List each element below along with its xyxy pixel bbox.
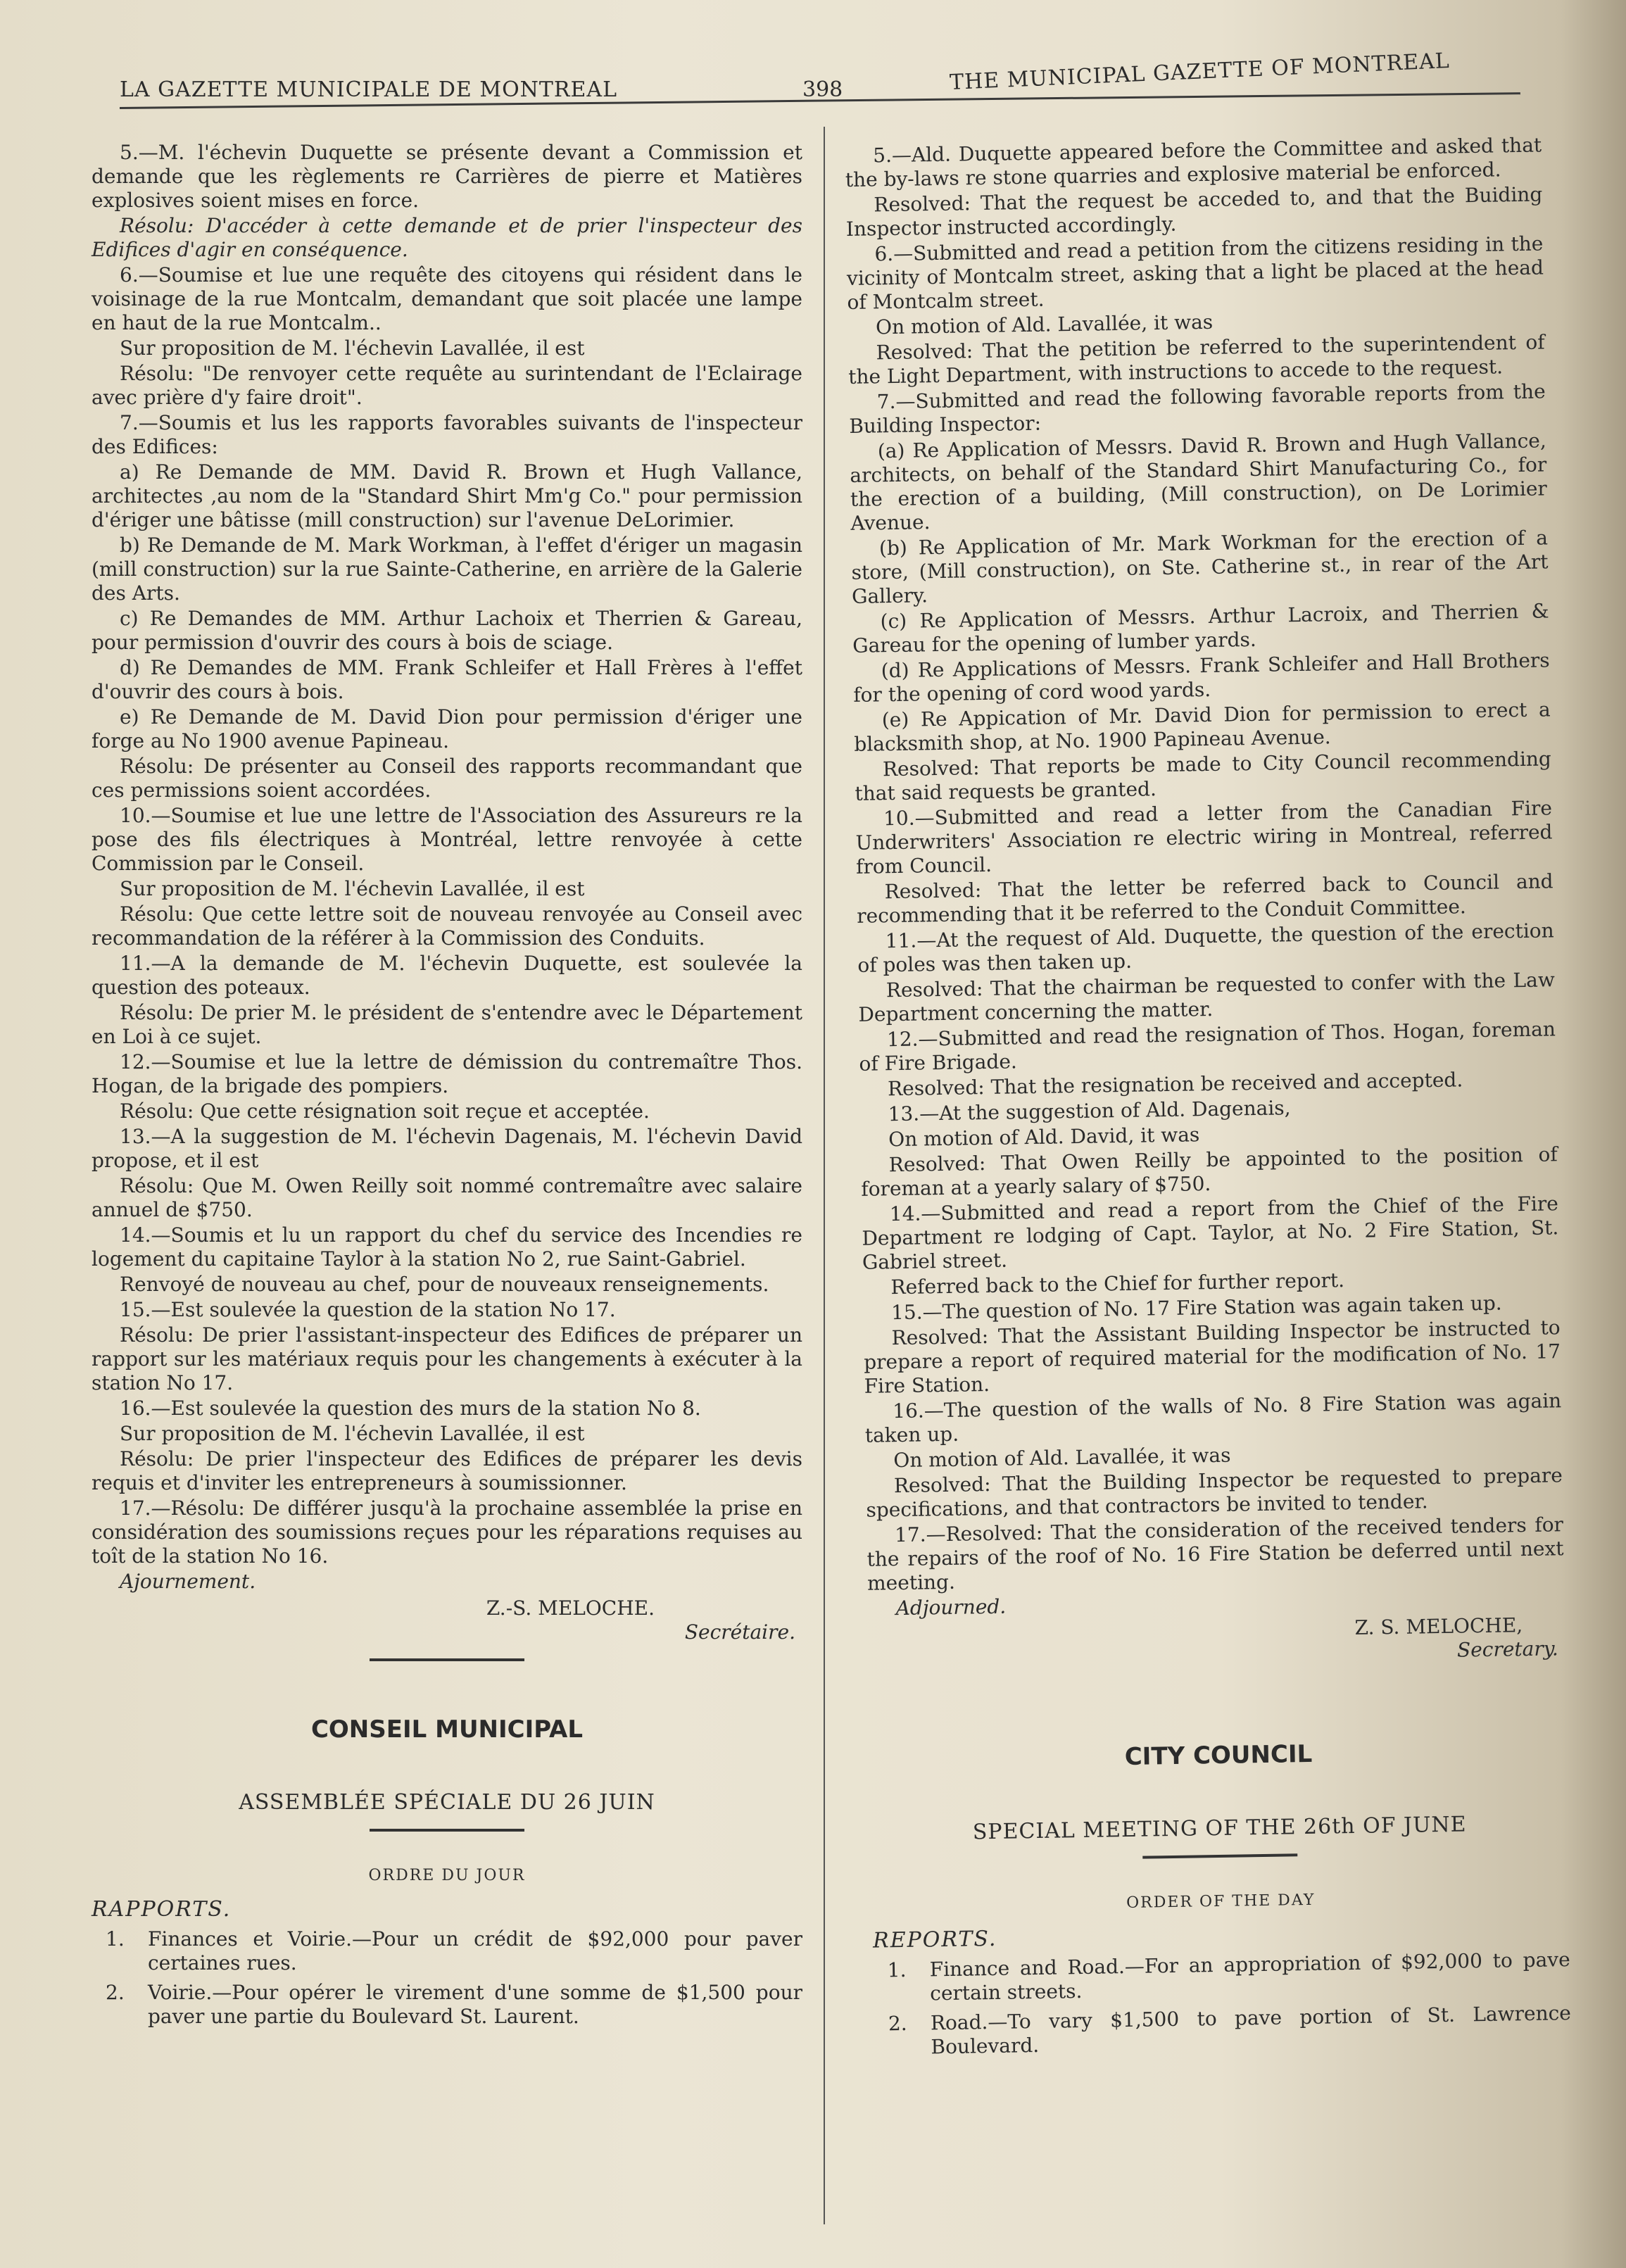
- paragraph: Resolved: That the petition be referred to the superintendent of the Light Department, with instructions to accede to the request.: [847, 330, 1545, 389]
- section-divider: [370, 1658, 524, 1661]
- paragraph: 13.—At the suggestion of Ald. Dagenais,: [888, 1096, 1291, 1126]
- paragraph: 11.—At the request of Ald. Duquette, the question of the erection of poles was then taken up.: [857, 919, 1554, 977]
- signature-name: Z.-S. MELOCHE.: [486, 1596, 655, 1620]
- header-english-title: THE MUNICIPAL GAZETTE OF MONTREAL: [949, 49, 1451, 95]
- paragraph: (d) Re Applications of Messrs. Frank Schleifer and Hall Brothers for the opening of cord wood yards.: [853, 648, 1550, 707]
- signature-title: Secrétaire.: [684, 1620, 795, 1644]
- paragraph: Résolu: Que cette résignation soit reçue et acceptée.: [120, 1100, 650, 1123]
- paragraph: 10.—Submitted and read a letter from the Canadian Fire Underwriters' Association re electric wiring in Montreal, referred from Council.: [855, 796, 1553, 878]
- agenda-item: [873, 1948, 1570, 2007]
- paragraph: 5.—M. l'échevin Duquette se présente devant a Commission et demande que les règlements re Carrières de pierre et Matières explosives soient mises en force.: [92, 141, 802, 212]
- paragraph: On motion of Ald. Lavallée, it was: [893, 1443, 1231, 1473]
- paragraph: 14.—Submitted and read a report from the Chief of the Fire Department re lodging of Capt. Taylor, at No. 2 Fire Station, St. Gabriel street.: [862, 1192, 1559, 1274]
- paragraph: Resolved: That the chairman be requested to confer with the Law Department concerning the matter.: [858, 968, 1556, 1026]
- paragraph: 12.—Soumise et lue la lettre de démission du contremaître Thos. Hogan, de la brigade des pompiers.: [92, 1050, 802, 1097]
- page-number: 398: [802, 77, 843, 102]
- paragraph: Sur proposition de M. l'échevin Lavallée, il est: [120, 1422, 585, 1445]
- paragraph: Resolved: That Owen Reilly be appointed to the position of foreman at a yearly salary of $750.: [861, 1142, 1558, 1201]
- paragraph: 7.—Submitted and read the following favorable reports from the Building Inspector:: [849, 379, 1546, 438]
- paragraph: 10.—Soumise et lue une lettre de l'Association des Assureurs re la pose des fils électriques à Montréal, lettre renvoyée à cette Commission par le Conseil.: [92, 804, 802, 875]
- paragraph: 16.—The question of the walls of No. 8 Fire Station was again taken up.: [864, 1389, 1562, 1447]
- paragraph: 7.—Soumis et lus les rapports favorables suivants de l'inspecteur des Edifices:: [92, 411, 802, 458]
- paragraph: 6.—Soumise et lue une requête des citoyens qui résident dans le voisinage de la rue Montcalm, demandant que soit placée une lampe en haut de la rue Montcalm..: [92, 263, 802, 334]
- agenda-item-text: Finance and Road.—For an appropriation of $92,000 to pave certain streets.: [929, 1948, 1570, 2005]
- paragraph: 6.—Submitted and read a petition from the citizens residing in the vicinity of Montcalm street, asking that a light be placed at the head of Montcalm street.: [846, 232, 1544, 314]
- signature-name: Z. S. MELOCHE,: [1354, 1613, 1523, 1639]
- paragraph: e) Re Demande de M. David Dion pour permission d'ériger une forge au No 1900 avenue Papineau.: [92, 705, 802, 752]
- header-french-title: LA GAZETTE MUNICIPALE DE MONTREAL: [120, 77, 618, 102]
- paragraph: (e) Re Appication of Mr. David Dion for permission to erect a blacksmith shop, at No. 1900 Papineau Avenue.: [854, 698, 1551, 756]
- paragraph: 17.—Résolu: De différer jusqu'à la prochaine assemblée la prise en considération des soumissions reçues pour les réparations requises au toît de la station No 16.: [92, 1497, 802, 1568]
- paragraph: b) Re Demande de M. Mark Workman, à l'effet d'ériger un magasin (mill construction) sur la rue Sainte-Catherine, en arrière de la Galerie des Arts.: [92, 534, 802, 605]
- paragraph: d) Re Demandes de MM. Frank Schleifer et Hall Frères à l'effet d'ouvrir des cours à bois.: [92, 656, 802, 703]
- meeting-divider: [1142, 1853, 1297, 1858]
- agenda-item-number: 2.: [106, 1981, 125, 2004]
- english-minutes: [845, 133, 1564, 1595]
- meeting-divider: [370, 1829, 524, 1832]
- english-column: [845, 133, 1572, 2060]
- paragraph: Sur proposition de M. l'échevin Lavallée, il est: [120, 336, 585, 360]
- agenda-item-number: 2.: [888, 2011, 907, 2036]
- signature-title: Secretary.: [1456, 1637, 1558, 1662]
- reports-title: REPORTS.: [872, 1926, 997, 1953]
- paragraph: Résolu: D'accéder à cette demande et de prier l'inspecteur des Edifices d'agir en conséquence.: [92, 214, 802, 261]
- paragraph: 17.—Resolved: That the consideration of the received tenders for the repairs of the roof of No. 16 Fire Station be deferred until next meeting.: [866, 1513, 1564, 1595]
- paragraph: (a) Re Application of Messrs. David R. Brown and Hugh Vallance, architects, on behalf of the Standard Shirt Manufacturing Co., for the erection of a building, (Mill construction), on De Lorimier Avenue.: [850, 429, 1548, 535]
- paragraph: (c) Re Application of Messrs. Arthur Lacroix, and Therrien & Gareau for the opening of lumber yards.: [852, 599, 1549, 657]
- paragraph: Referred back to the Chief for further report.: [890, 1268, 1345, 1299]
- paragraph: 5.—Ald. Duquette appeared before the Committee and asked that the by-laws re stone quarries and explosive material be enforced.: [845, 133, 1542, 191]
- agenda-item-number: 1.: [106, 1927, 125, 1951]
- paragraph: Sur proposition de M. l'échevin Lavallée, il est: [120, 877, 585, 900]
- paragraph: Resolved: That the resignation be received and accepted.: [887, 1068, 1463, 1101]
- paragraph: 16.—Est soulevée la question des murs de la station No 8.: [120, 1397, 701, 1420]
- paragraph: (b) Re Application of Mr. Mark Workman for the erection of a store, (Mill construction), on Ste. Catherine st., in rear of the Art Gallery.: [851, 526, 1549, 608]
- agenda-item-number: 1.: [887, 1958, 907, 1982]
- agenda-item: [874, 2001, 1572, 2060]
- paragraph: Résolu: De prier l'inspecteur des Edifices de préparer les devis requis et d'inviter les entrepreneurs à soumissionner.: [92, 1447, 802, 1494]
- section-title: CONSEIL MUNICIPAL: [310, 1715, 584, 1744]
- paragraph: Résolu: Que M. Owen Reilly soit nommé contremaître avec salaire annuel de $750.: [92, 1174, 802, 1221]
- agenda-item-text: Road.—To vary $1,500 to pave portion of St. Lawrence Boulevard.: [930, 2001, 1572, 2059]
- paragraph: Résolu: Que cette lettre soit de nouveau renvoyée au Conseil avec recommandation de la référer à la Commission des Conduits.: [92, 902, 802, 950]
- meeting-title: ASSEMBLÉE SPÉCIALE DU 26 JUIN: [239, 1790, 655, 1815]
- paragraph: 12.—Submitted and read the resignation of Thos. Hogan, foreman of Fire Brigade.: [859, 1017, 1556, 1076]
- paragraph: 14.—Soumis et lu un rapport du chef du service des Incendies re logement du capitaine Taylor à la station No 2, rue Saint-Gabriel.: [92, 1223, 802, 1271]
- paragraph: Resolved: That the Building Inspector be requested to prepare specifications, and that contractors be invited to tender.: [866, 1463, 1563, 1522]
- paragraph: Résolu: "De renvoyer cette requête au surintendant de l'Eclairage avec prière d'y faire droit".: [92, 362, 802, 409]
- agenda-item-text: Finances et Voirie.—Pour un crédit de $92,000 pour paver certaines rues.: [148, 1927, 802, 1974]
- french-column: [92, 141, 802, 2029]
- reports-title: RAPPORTS.: [92, 1897, 232, 1922]
- meeting-title: SPECIAL MEETING OF THE 26th OF JUNE: [972, 1812, 1467, 1845]
- paragraph: On motion of Ald. David, it was: [888, 1123, 1200, 1152]
- agenda-item: [92, 1981, 802, 2029]
- paragraph: On motion of Ald. Lavallée, it was: [875, 310, 1214, 339]
- paragraph: Résolu: De prier l'assistant-inspecteur des Edifices de préparer un rapport sur les matériaux requis pour les changements à exécuter à la station No 17.: [92, 1323, 802, 1394]
- paragraph: 15.—The question of No. 17 Fire Station was again taken up.: [890, 1291, 1502, 1325]
- french-minutes: [92, 141, 802, 1568]
- paragraph: 13.—A la suggestion de M. l'échevin Dagenais, M. l'échevin David propose, et il est: [92, 1125, 802, 1172]
- order-of-day-title: ORDER OF THE DAY: [1126, 1891, 1316, 1913]
- agenda-item: [92, 1927, 802, 1975]
- paragraph: Resolved: That the request be acceded to, and that the Buiding Inspector instructed accordingly.: [845, 182, 1543, 241]
- paragraph: c) Re Demandes de MM. Arthur Lachoix et Therrien & Gareau, pour permission d'ouvrir des cours à bois de sciage.: [92, 607, 802, 654]
- section-title: CITY COUNCIL: [1124, 1739, 1313, 1772]
- paragraph: Résolu: De présenter au Conseil des rapports recommandant que ces permissions soient accordées.: [92, 755, 802, 802]
- column-divider: [824, 127, 825, 2224]
- paragraph: 15.—Est soulevée la question de la station No 17.: [120, 1298, 616, 1321]
- adjourn-note: Adjourned.: [895, 1594, 1007, 1620]
- order-of-day-title: ORDRE DU JOUR: [368, 1867, 526, 1884]
- adjourn-note: Ajournement.: [120, 1570, 256, 1593]
- paragraph: Resolved: That reports be made to City Council recommending that said requests be granted.: [855, 747, 1552, 805]
- paragraph: a) Re Demande de MM. David R. Brown et Hugh Vallance, architectes ,au nom de la "Standard Shirt Mm'g Co." pour permission d'ériger une bâtisse (mill construction) sur l'avenue DeLorimier.: [92, 460, 802, 531]
- paragraph: Renvoyé de nouveau au chef, pour de nouveaux renseignements.: [120, 1273, 769, 1296]
- paragraph: Resolved: That the Assistant Building Inspector be instructed to prepare a report of required material for the modification of No. 17 Fire Station.: [863, 1316, 1561, 1398]
- paragraph: Résolu: De prier M. le président de s'entendre avec le Département en Loi à ce sujet.: [92, 1001, 802, 1048]
- paragraph: Resolved: That the letter be referred back to Council and recommending that it be referred to the Conduit Committee.: [856, 869, 1553, 928]
- paragraph: 11.—A la demande de M. l'échevin Duquette, est soulevée la question des poteaux.: [92, 952, 802, 999]
- agenda-item-text: Voirie.—Pour opérer le virement d'une somme de $1,500 pour paver une partie du Boulevard St. Laurent.: [148, 1981, 802, 2028]
